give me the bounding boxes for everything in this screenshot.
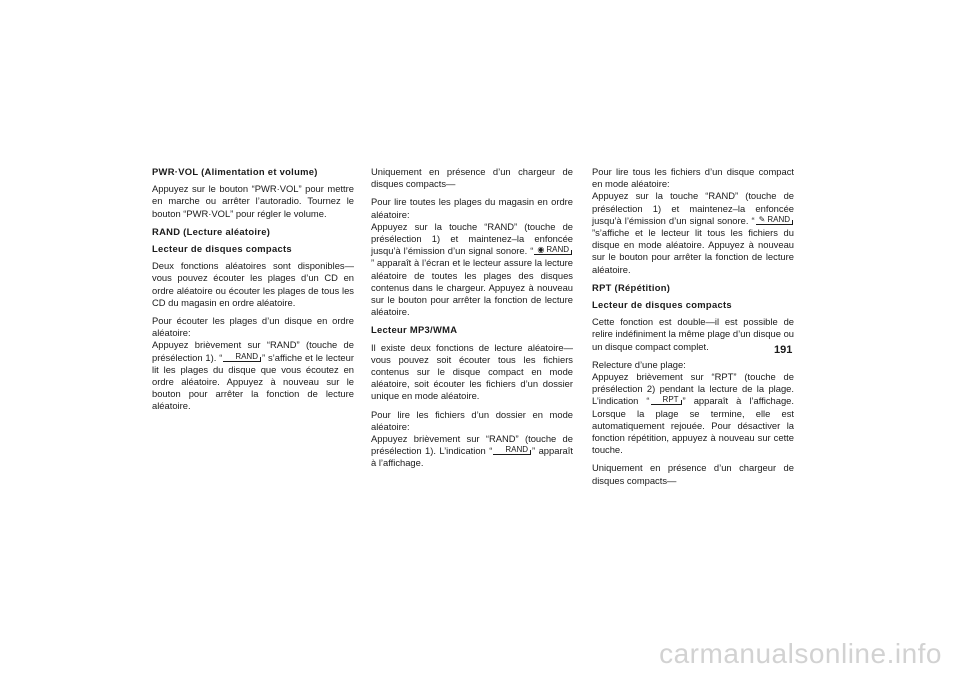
paragraph-pwr-vol: Appuyez sur le bouton “PWR·VOL” pour mettre en marche ou arrêter l’autoradio. Tournez le bouton “PWR·VOL” pour régler le volume.	[152, 183, 354, 219]
instruction-text: Appuyez brièvement sur “RAND” (touche de présélection 1). “	[152, 339, 354, 363]
heading-rand: RAND (Lecture aléatoire)	[152, 225, 271, 237]
column-middle	[371, 166, 573, 476]
paragraph-random-disc	[152, 315, 354, 413]
paragraph-repeat-track	[592, 359, 794, 457]
paragraph-random-folder	[371, 409, 573, 470]
disc-rand-indicator: ◉ RAND	[534, 245, 572, 255]
paragraph-changer-only: Uniquement en présence d’un chargeur de disques compacts—	[592, 462, 794, 486]
heading-cd-player: Lecteur de disques compacts	[152, 243, 292, 255]
instruction-text: ” apparaît à l’écran et le lecteur assure la lecture aléatoire de toutes les plages des disques contenus dans le chargeur. Appuyez à nouveau sur le bouton pour arrêter la fonction de lecture aléatoire.	[371, 257, 573, 318]
column-right	[592, 166, 794, 493]
watermark: carmanualsonline.info	[659, 638, 942, 669]
rand-indicator: RAND	[223, 352, 261, 362]
column-left	[152, 166, 354, 419]
paragraph-random-magazine	[371, 196, 573, 318]
heading-mp3-wma: Lecteur MP3/WMA	[371, 324, 458, 336]
instruction-text: ” s’affiche et le lecteur lit les plages du disque que vous écoutez en ordre aléatoire. Appuyez à nouveau sur le bouton pour arrêter la fonction de lecture aléatoire.	[152, 351, 354, 412]
instruction-text: Appuyez brièvement sur “RAND” (touche de présélection 1). L’indication “	[371, 433, 573, 457]
folder-rand-indicator: ✎ RAND	[756, 215, 793, 225]
paragraph-mp3-functions: Il existe deux fonctions de lecture aléatoire—vous pouvez soit écouter tous les fichiers contenus sur le disque compact en mode aléatoire, soit écouter les fichiers d’un dossier unique en mode aléatoire.	[371, 341, 573, 402]
instruction-text: Appuyez brièvement sur “RPT” (touche de présélection 2) pendant la lecture de la plage. L’indication “	[592, 371, 794, 407]
heading-cd-player: Lecteur de disques compacts	[592, 299, 732, 311]
heading-rpt: RPT (Répétition)	[592, 281, 671, 293]
heading-pwr-vol: PWR·VOL (Alimentation et volume)	[152, 166, 318, 177]
rpt-indicator: RPT	[651, 395, 682, 405]
paragraph-changer-only: Uniquement en présence d’un chargeur de disques compacts—	[371, 166, 573, 190]
instruction-text: Appuyez sur la touche “RAND” (touche de présélection 1) et maintenez–la enfoncée jusqu’à l’émission d’un signal sonore. “	[371, 220, 573, 257]
paragraph-random-functions: Deux fonctions aléatoires sont disponibles—vous pouvez écouter les plages d’un CD en ordre aléatoire ou écouter les plages de tous les CD du magasin en ordre aléatoire.	[152, 260, 354, 308]
instruction-text: ”s’affiche et le lecteur lit tous les fichiers du disque en mode aléatoire. Appuyez à nouveau sur le bouton pour arrêter la fonction de lecture aléatoire.	[592, 227, 794, 275]
paragraph-repeat-functions: Cette fonction est double—il est possible de relire indéfiniment la même plage d’un disque ou un disque compact complet.	[592, 316, 794, 352]
folder-icon: ✎	[758, 214, 766, 224]
instruction-text: ” apparaît à l’affichage.	[371, 445, 573, 469]
instruction-title: Pour lire toutes les plages du magasin en ordre aléatoire:	[371, 196, 573, 220]
instruction-title: Pour lire les fichiers d’un dossier en mode aléatoire:	[371, 408, 573, 432]
page-number: 191	[774, 344, 793, 356]
paragraph-random-all-files	[592, 166, 794, 276]
instruction-title: Pour écouter les plages d’un disque en ordre aléatoire:	[152, 315, 354, 339]
instruction-title: Pour lire tous les fichiers d’un disque compact en mode aléatoire:	[592, 166, 794, 190]
rand-indicator: RAND	[493, 445, 531, 455]
instruction-text: Appuyez sur la touche “RAND” (touche de présélection 1) et maintenez–la enfoncée jusqu’à l’émission d’un signal sonore. “	[592, 190, 794, 226]
instruction-title: Relecture d’une plage:	[592, 358, 686, 370]
instruction-text: ” apparaît à l’affichage. Lorsque la plage se termine, elle est automatiquement rejouée. Pour désactiver la fonction répétition, appuyez à nouveau sur cette touche.	[592, 395, 795, 456]
disc-icon: ◉	[537, 245, 545, 255]
